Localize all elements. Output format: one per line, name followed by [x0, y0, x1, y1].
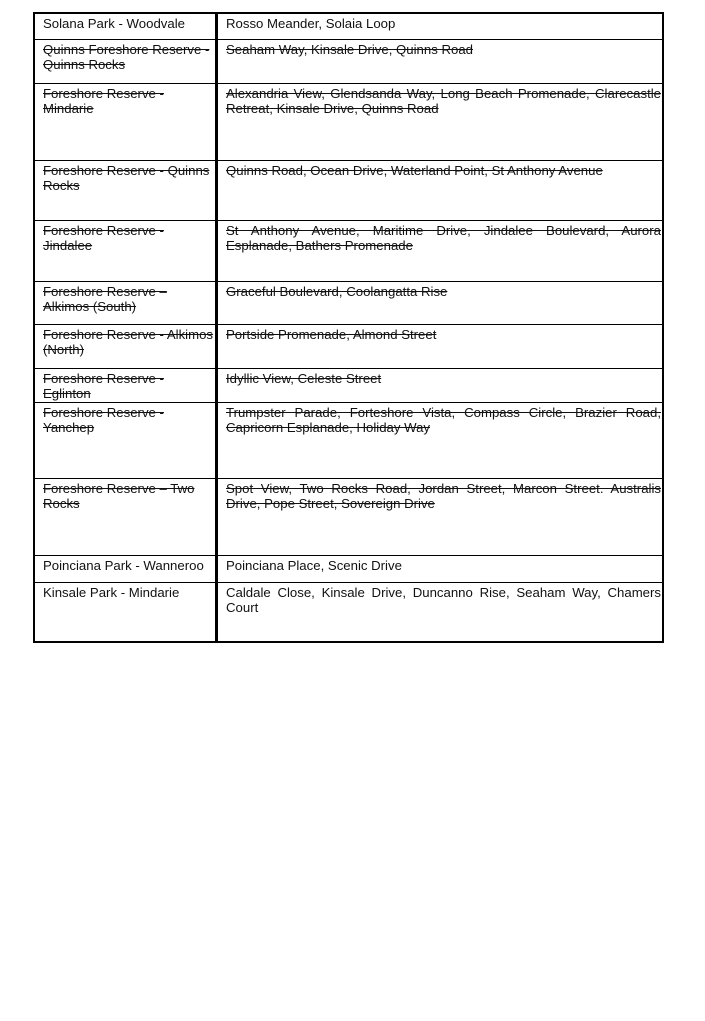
streets-cell: St Anthony Avenue, Maritime Drive, Jindalee Boulevard, Aurora Esplanade, Bathers Promenade [217, 220, 664, 281]
park-name-cell: Kinsale Park - Mindarie [34, 582, 217, 642]
park-name-cell: Foreshore Reserve – Two Rocks [34, 478, 217, 555]
park-name-cell: Poinciana Park - Wanneroo [34, 555, 217, 582]
table-row [34, 478, 663, 555]
table-row [34, 582, 663, 642]
streets-cell: Graceful Boulevard, Coolangatta Rise [217, 281, 664, 324]
streets-cell: Seaham Way, Kinsale Drive, Quinns Road [217, 39, 664, 83]
park-name-cell: Foreshore Reserve - Alkimos (North) [34, 324, 217, 368]
park-name-cell: Foreshore Reserve - Mindarie [34, 83, 217, 160]
streets-cell: Caldale Close, Kinsale Drive, Duncanno Rise, Seaham Way, Chamers Court [217, 582, 664, 642]
streets-cell: Rosso Meander, Solaia Loop [217, 13, 664, 39]
table-row [34, 324, 663, 368]
streets-cell: Alexandria View, Glendsanda Way, Long Beach Promenade, Clarecastle Retreat, Kinsale Drive, Quinns Road [217, 83, 664, 160]
park-name-cell: Foreshore Reserve - Yanchep [34, 402, 217, 478]
streets-cell: Portside Promenade, Almond Street [217, 324, 664, 368]
streets-cell: Poinciana Place, Scenic Drive [217, 555, 664, 582]
park-name-cell: Foreshore Reserve – Alkimos (South) [34, 281, 217, 324]
park-name-cell: Foreshore Reserve - Eglinton [34, 368, 217, 402]
park-name-cell: Quinns Foreshore Reserve - Quinns Rocks [34, 39, 217, 83]
table-row [34, 160, 663, 220]
park-name-cell: Solana Park - Woodvale [34, 13, 217, 39]
parks-streets-table [33, 12, 664, 643]
table-row [34, 220, 663, 281]
table-row [34, 368, 663, 402]
table-row [34, 281, 663, 324]
table-row [34, 13, 663, 39]
table-row [34, 83, 663, 160]
park-name-cell: Foreshore Reserve - Jindalee [34, 220, 217, 281]
table-row [34, 39, 663, 83]
streets-cell: Spot View, Two Rocks Road, Jordan Street, Marcon Street. Australis Drive, Pope Street, Sovereign Drive [217, 478, 664, 555]
park-name-cell: Foreshore Reserve - Quinns Rocks [34, 160, 217, 220]
table-row [34, 555, 663, 582]
streets-cell: Quinns Road, Ocean Drive, Waterland Point, St Anthony Avenue [217, 160, 664, 220]
streets-cell: Idyllic View, Celeste Street [217, 368, 664, 402]
table-row [34, 402, 663, 478]
streets-cell: Trumpster Parade, Forteshore Vista, Compass Circle, Brazier Road, Capricorn Esplanade, Holiday Way [217, 402, 664, 478]
